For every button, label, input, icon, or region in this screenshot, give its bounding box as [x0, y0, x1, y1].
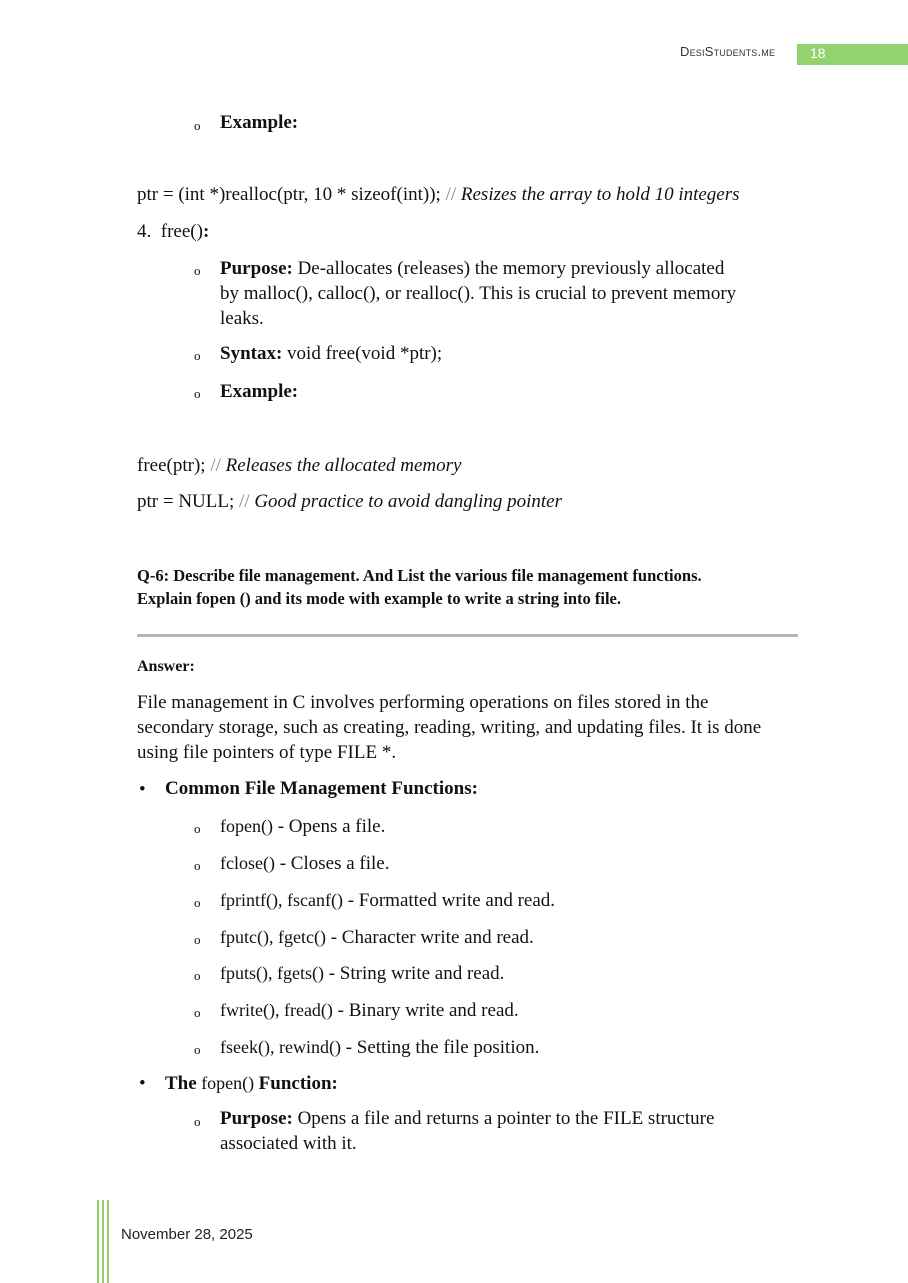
list-number: 4. [137, 221, 152, 242]
answer-intro-line-1: File management in C involves performing operations on files stored in the [137, 692, 709, 713]
function-name: fclose() [220, 853, 275, 873]
section-title-colon: : [202, 221, 210, 242]
question-divider [137, 634, 798, 637]
function-name: fopen() [220, 816, 273, 836]
purpose-text: De-allocates (releases) the memory previously allocated [292, 258, 725, 279]
fopen-heading [165, 1072, 338, 1095]
list-bullet-disc: • [139, 779, 146, 800]
list-bullet-circle: o [194, 932, 201, 947]
comment-marker: // [210, 455, 221, 476]
purpose-line-1 [220, 258, 724, 280]
purpose-label: Purpose: [220, 1108, 293, 1129]
function-desc: - Character write and read. [325, 927, 534, 948]
list-item [220, 852, 389, 875]
code-text: free(ptr); [137, 455, 211, 476]
section-title: free() [160, 221, 203, 242]
comment-marker: // [445, 184, 457, 205]
footer-accent-lines [97, 1200, 111, 1283]
list-bullet-circle: o [194, 348, 201, 363]
list-item [220, 1036, 539, 1059]
code-comment: Releases the allocated memory [220, 455, 462, 476]
list-bullet-circle: o [194, 118, 201, 133]
syntax-label: Syntax: [220, 343, 283, 364]
list-bullet-circle: o [194, 821, 201, 836]
purpose-label: Purpose: [220, 258, 293, 279]
fopen-heading-fn: fopen() [196, 1073, 259, 1093]
list-item [220, 926, 534, 949]
purpose-text: Opens a file and returns a pointer to the FILE structure [292, 1108, 715, 1129]
function-name: fprintf(), fscanf() [220, 890, 343, 910]
functions-heading: Common File Management Functions: [165, 778, 478, 799]
code-text: ptr = NULL; [137, 491, 240, 512]
list-bullet-circle: o [194, 968, 201, 983]
function-desc: - String write and read. [323, 963, 505, 984]
list-item [220, 999, 519, 1022]
function-name: fseek(), rewind() [220, 1037, 341, 1057]
syntax-line [220, 343, 442, 365]
function-name: fwrite(), fread() [220, 1000, 333, 1020]
list-bullet-disc: • [139, 1073, 146, 1094]
syntax-text: void free(void *ptr); [282, 343, 443, 364]
code-line-free [137, 455, 461, 477]
list-bullet-circle: o [194, 858, 201, 873]
list-bullet-circle: o [194, 895, 201, 910]
list-bullet-circle: o [194, 386, 201, 401]
list-bullet-circle: o [194, 1114, 201, 1129]
fopen-heading-pre: The [165, 1073, 197, 1094]
function-desc: - Formatted write and read. [342, 890, 556, 911]
code-line-realloc [137, 184, 740, 206]
example-label: Example: [220, 381, 299, 402]
code-comment: Resizes the array to hold 10 integers [456, 184, 740, 205]
purpose-line-2: by malloc(), calloc(), or realloc(). This is crucial to prevent memory [220, 283, 737, 304]
purpose-line-3: leaks. [220, 308, 264, 329]
answer-intro-line-3: using file pointers of type FILE *. [137, 742, 397, 763]
list-bullet-circle: o [194, 263, 201, 278]
answer-intro-line-2: secondary storage, such as creating, reading, writing, and updating files. It is done [137, 717, 762, 738]
example-label: Example: [220, 112, 299, 133]
code-line-null [137, 491, 562, 513]
list-item [220, 815, 385, 838]
function-name: fputs(), fgets() [220, 963, 324, 983]
code-text: ptr = (int *)realloc(ptr, 10 * sizeof(int)); [137, 184, 446, 205]
fopen-heading-post: Function: [258, 1073, 338, 1094]
list-bullet-circle: o [194, 1005, 201, 1020]
code-comment: Good practice to avoid dangling pointer [249, 491, 562, 512]
question-line-1: Q-6: Describe file management. And List the various file management functions. [137, 566, 702, 585]
fopen-purpose-line-2: associated with it. [220, 1133, 357, 1154]
answer-label: Answer: [137, 658, 195, 675]
section-heading-free [137, 221, 209, 243]
function-desc: - Closes a file. [274, 853, 390, 874]
header-site-name: DesiStudents.me [680, 44, 776, 59]
comment-marker: // [239, 491, 250, 512]
page-number: 18 [810, 45, 826, 61]
list-item [220, 889, 555, 912]
function-desc: - Setting the file position. [340, 1037, 540, 1058]
list-bullet-circle: o [194, 1042, 201, 1057]
function-desc: - Opens a file. [272, 816, 386, 837]
list-item [220, 962, 504, 985]
function-name: fputc(), fgetc() [220, 927, 326, 947]
footer-date: November 28, 2025 [121, 1226, 253, 1243]
function-desc: - Binary write and read. [332, 1000, 519, 1021]
fopen-purpose-line-1 [220, 1108, 714, 1130]
question-line-2: Explain fopen () and its mode with example to write a string into file. [137, 589, 621, 608]
